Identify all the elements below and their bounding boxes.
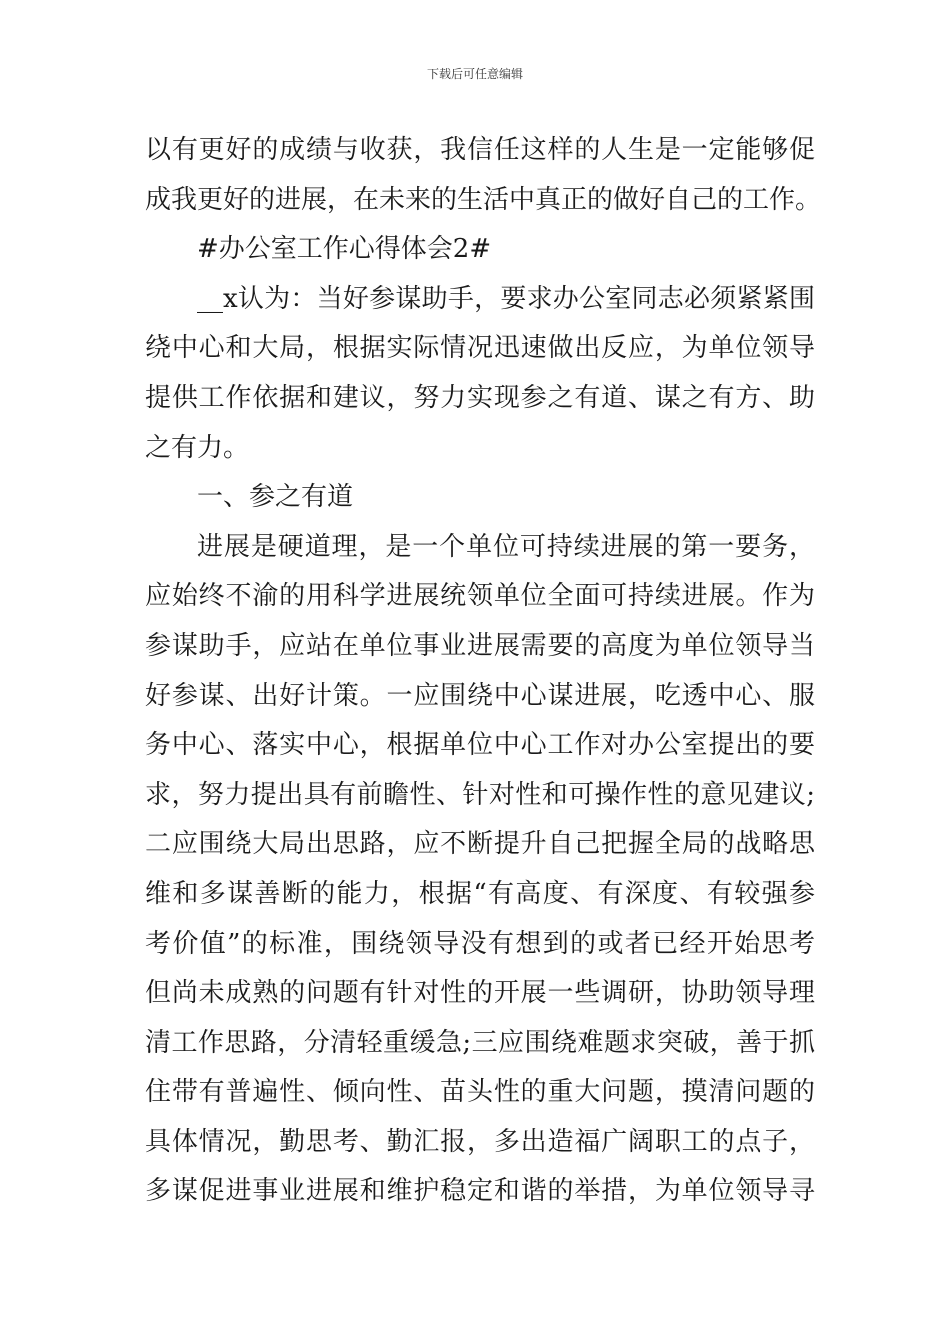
- text-line: 一、参之有道: [197, 482, 354, 513]
- text-line: 好参谋、出好计策。一应围绕中心谋进展，吃透中心、服: [145, 680, 815, 711]
- text-line: 以有更好的成绩与收获，我信任这样的人生是一定能够促: [145, 135, 815, 165]
- text-line: 具体情况，勤思考、勤汇报，多出造福广阔职工的点子，: [145, 1126, 815, 1157]
- text-line: 维和多谋善断的能力，根据“有高度、有深度、有较强参: [145, 878, 815, 909]
- text-line: 进展是硬道理，是一个单位可持续进展的第一要务，: [197, 531, 815, 562]
- body-text: [145, 126, 822, 1217]
- text-line: __x认为：当好参谋助手，要求办公室同志必须紧紧围: [197, 283, 815, 314]
- text-line: 二应围绕大局出思路，应不断提升自己把握全局的战略思: [145, 829, 815, 860]
- text-line: 多谋促进事业进展和维护稳定和谐的举措，为单位领导寻: [145, 1176, 815, 1207]
- text-line: 之有力。: [145, 432, 250, 463]
- text-line: 住带有普遍性、倾向性、苗头性的重大问题，摸清问题的: [145, 1077, 815, 1108]
- text-line: 清工作思路，分清轻重缓急;三应围绕难题求突破，善于抓: [145, 1027, 815, 1058]
- text-line: 求，努力提出具有前瞻性、针对性和可操作性的意见建议;: [145, 779, 815, 810]
- text-line: 成我更好的进展，在未来的生活中真正的做好自己的工作。: [145, 184, 822, 215]
- text-line: 提供工作依据和建议，努力实现参之有道、谋之有方、助: [145, 382, 815, 413]
- text-line: 务中心、落实中心，根据单位中心工作对办公室提出的要: [145, 730, 815, 761]
- text-line: 参谋助手，应站在单位事业进展需要的高度为单位领导当: [145, 630, 815, 661]
- text-line: 应始终不渝的用科学进展统领单位全面可持续进展。作为: [145, 581, 815, 612]
- text-line: 绕中心和大局，根据实际情况迅速做出反应，为单位领导: [145, 333, 815, 364]
- text-line: #办公室工作心得体会2#: [197, 234, 492, 265]
- text-line: 考价值”的标准，围绕领导没有想到的或者已经开始思考: [145, 928, 815, 959]
- text-line: 但尚未成熟的问题有针对性的开展一些调研，协助领导理: [145, 978, 815, 1009]
- page-header: 下载后可任意编辑: [426, 67, 523, 81]
